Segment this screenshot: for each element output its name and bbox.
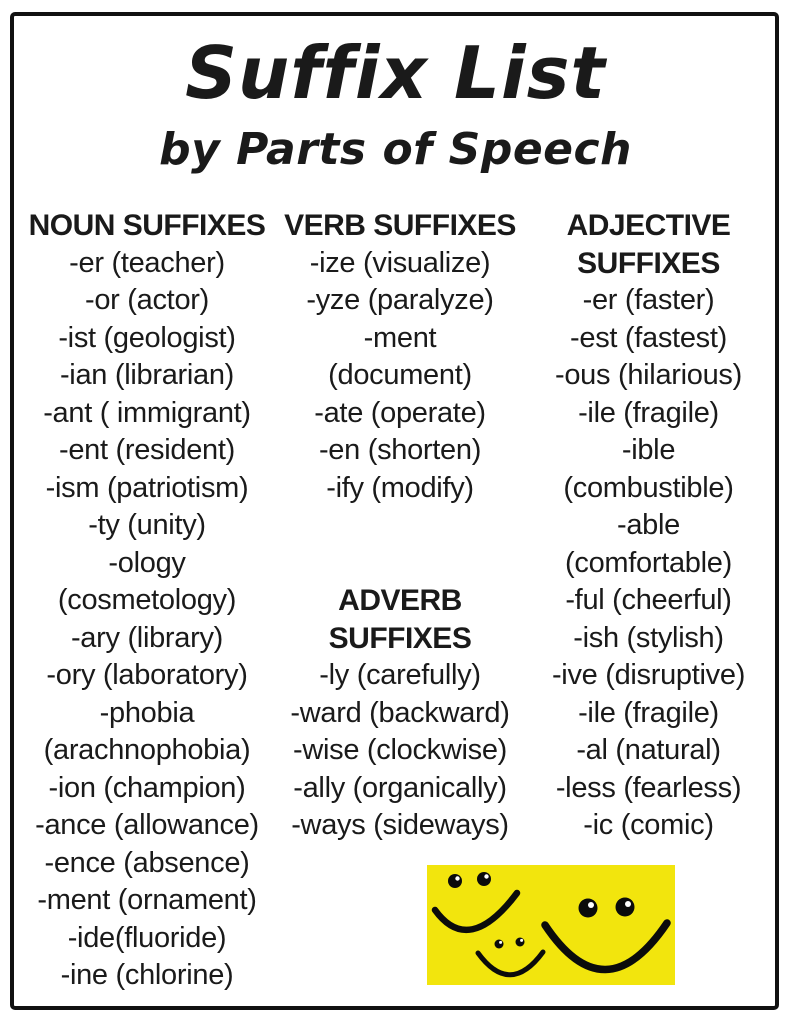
suffix-item: -ic (comic)	[583, 809, 714, 841]
suffix-item: -ile (fragile)	[578, 396, 719, 429]
suffix-item: -ish (stylish)	[573, 621, 724, 654]
suffix-item: -al (natural)	[576, 734, 721, 766]
column-header: VERB SUFFIXES	[284, 209, 516, 242]
suffix-item: -ize (visualize)	[309, 246, 491, 279]
suffix-item: -ment (ornament)	[37, 884, 257, 916]
page-subtitle: by Parts of Speech	[159, 124, 632, 175]
suffix-item: (comfortable)	[565, 546, 732, 579]
suffix-item: -ine (chlorine)	[60, 959, 234, 991]
suffix-item: -ways (sideways)	[291, 809, 509, 841]
suffix-item: -er (teacher)	[69, 246, 225, 279]
suffix-item: -ment	[363, 321, 437, 354]
page-title: Suffix List	[185, 31, 606, 115]
suffix-item: -ant ( immigrant)	[43, 396, 251, 429]
suffix-item: -est (fastest)	[570, 321, 727, 354]
suffix-item: -wise (clockwise)	[292, 734, 508, 766]
suffix-item: -able	[617, 509, 680, 541]
suffix-item: -ify (modify)	[326, 471, 474, 504]
spacer-row	[272, 545, 528, 583]
suffix-item: (cosmetology)	[57, 584, 237, 616]
suffix-item: -ful (cheerful)	[565, 584, 732, 616]
suffix-item: -ile (fragile)	[578, 696, 719, 729]
suffix-item: -en (shorten)	[318, 434, 482, 466]
suffix-item: -ly (carefully)	[319, 659, 481, 691]
suffix-item: -ide(fluoride)	[67, 921, 227, 954]
suffix-item: -ty (unity)	[88, 509, 206, 541]
suffix-item: -ist (geologist)	[58, 321, 236, 354]
spacer-row	[272, 507, 528, 545]
column-header: SUFFIXES	[577, 246, 720, 280]
column-header: NOUN SUFFIXES	[28, 209, 266, 242]
suffix-item: -ory (laboratory)	[46, 659, 248, 691]
suffix-item: -ary (library)	[70, 621, 224, 654]
suffix-item: -ive (disruptive)	[551, 659, 746, 691]
suffix-item: -ible	[621, 434, 676, 466]
suffix-item: -ism (patriotism)	[45, 471, 249, 504]
column-header: ADVERB	[338, 584, 462, 617]
suffix-item: -less (fearless)	[555, 771, 742, 804]
column-noun-suffixes	[22, 207, 272, 995]
suffix-item: -yze (paralyze)	[306, 284, 494, 316]
suffix-item: -ous (hilarious)	[555, 359, 742, 391]
suffix-item: -ward (backward)	[290, 696, 510, 729]
suffix-item: -er (faster)	[582, 284, 715, 316]
suffix-item: (arachnophobia)	[43, 734, 251, 766]
suffix-item: -ology	[108, 546, 186, 579]
smiley-faces-image	[427, 865, 675, 985]
suffix-item: -ian (librarian)	[59, 359, 235, 391]
suffix-item: -ence (absence)	[44, 846, 250, 879]
suffix-item: -ion (champion)	[48, 771, 246, 804]
suffix-item: -ent (resident)	[58, 434, 235, 466]
suffix-item: -phobia	[99, 696, 195, 729]
suffix-item: -ally (organically)	[293, 771, 507, 804]
suffix-item: -ance (allowance)	[35, 809, 259, 841]
suffix-item: (document)	[328, 359, 472, 391]
suffix-item: (combustible)	[563, 471, 734, 504]
column-header: SUFFIXES	[328, 621, 472, 655]
smiley-yellow-background	[427, 865, 675, 985]
suffix-item: -ate (operate)	[314, 396, 486, 429]
suffix-item: -or (actor)	[85, 284, 209, 316]
column-header: ADJECTIVE	[566, 209, 731, 242]
